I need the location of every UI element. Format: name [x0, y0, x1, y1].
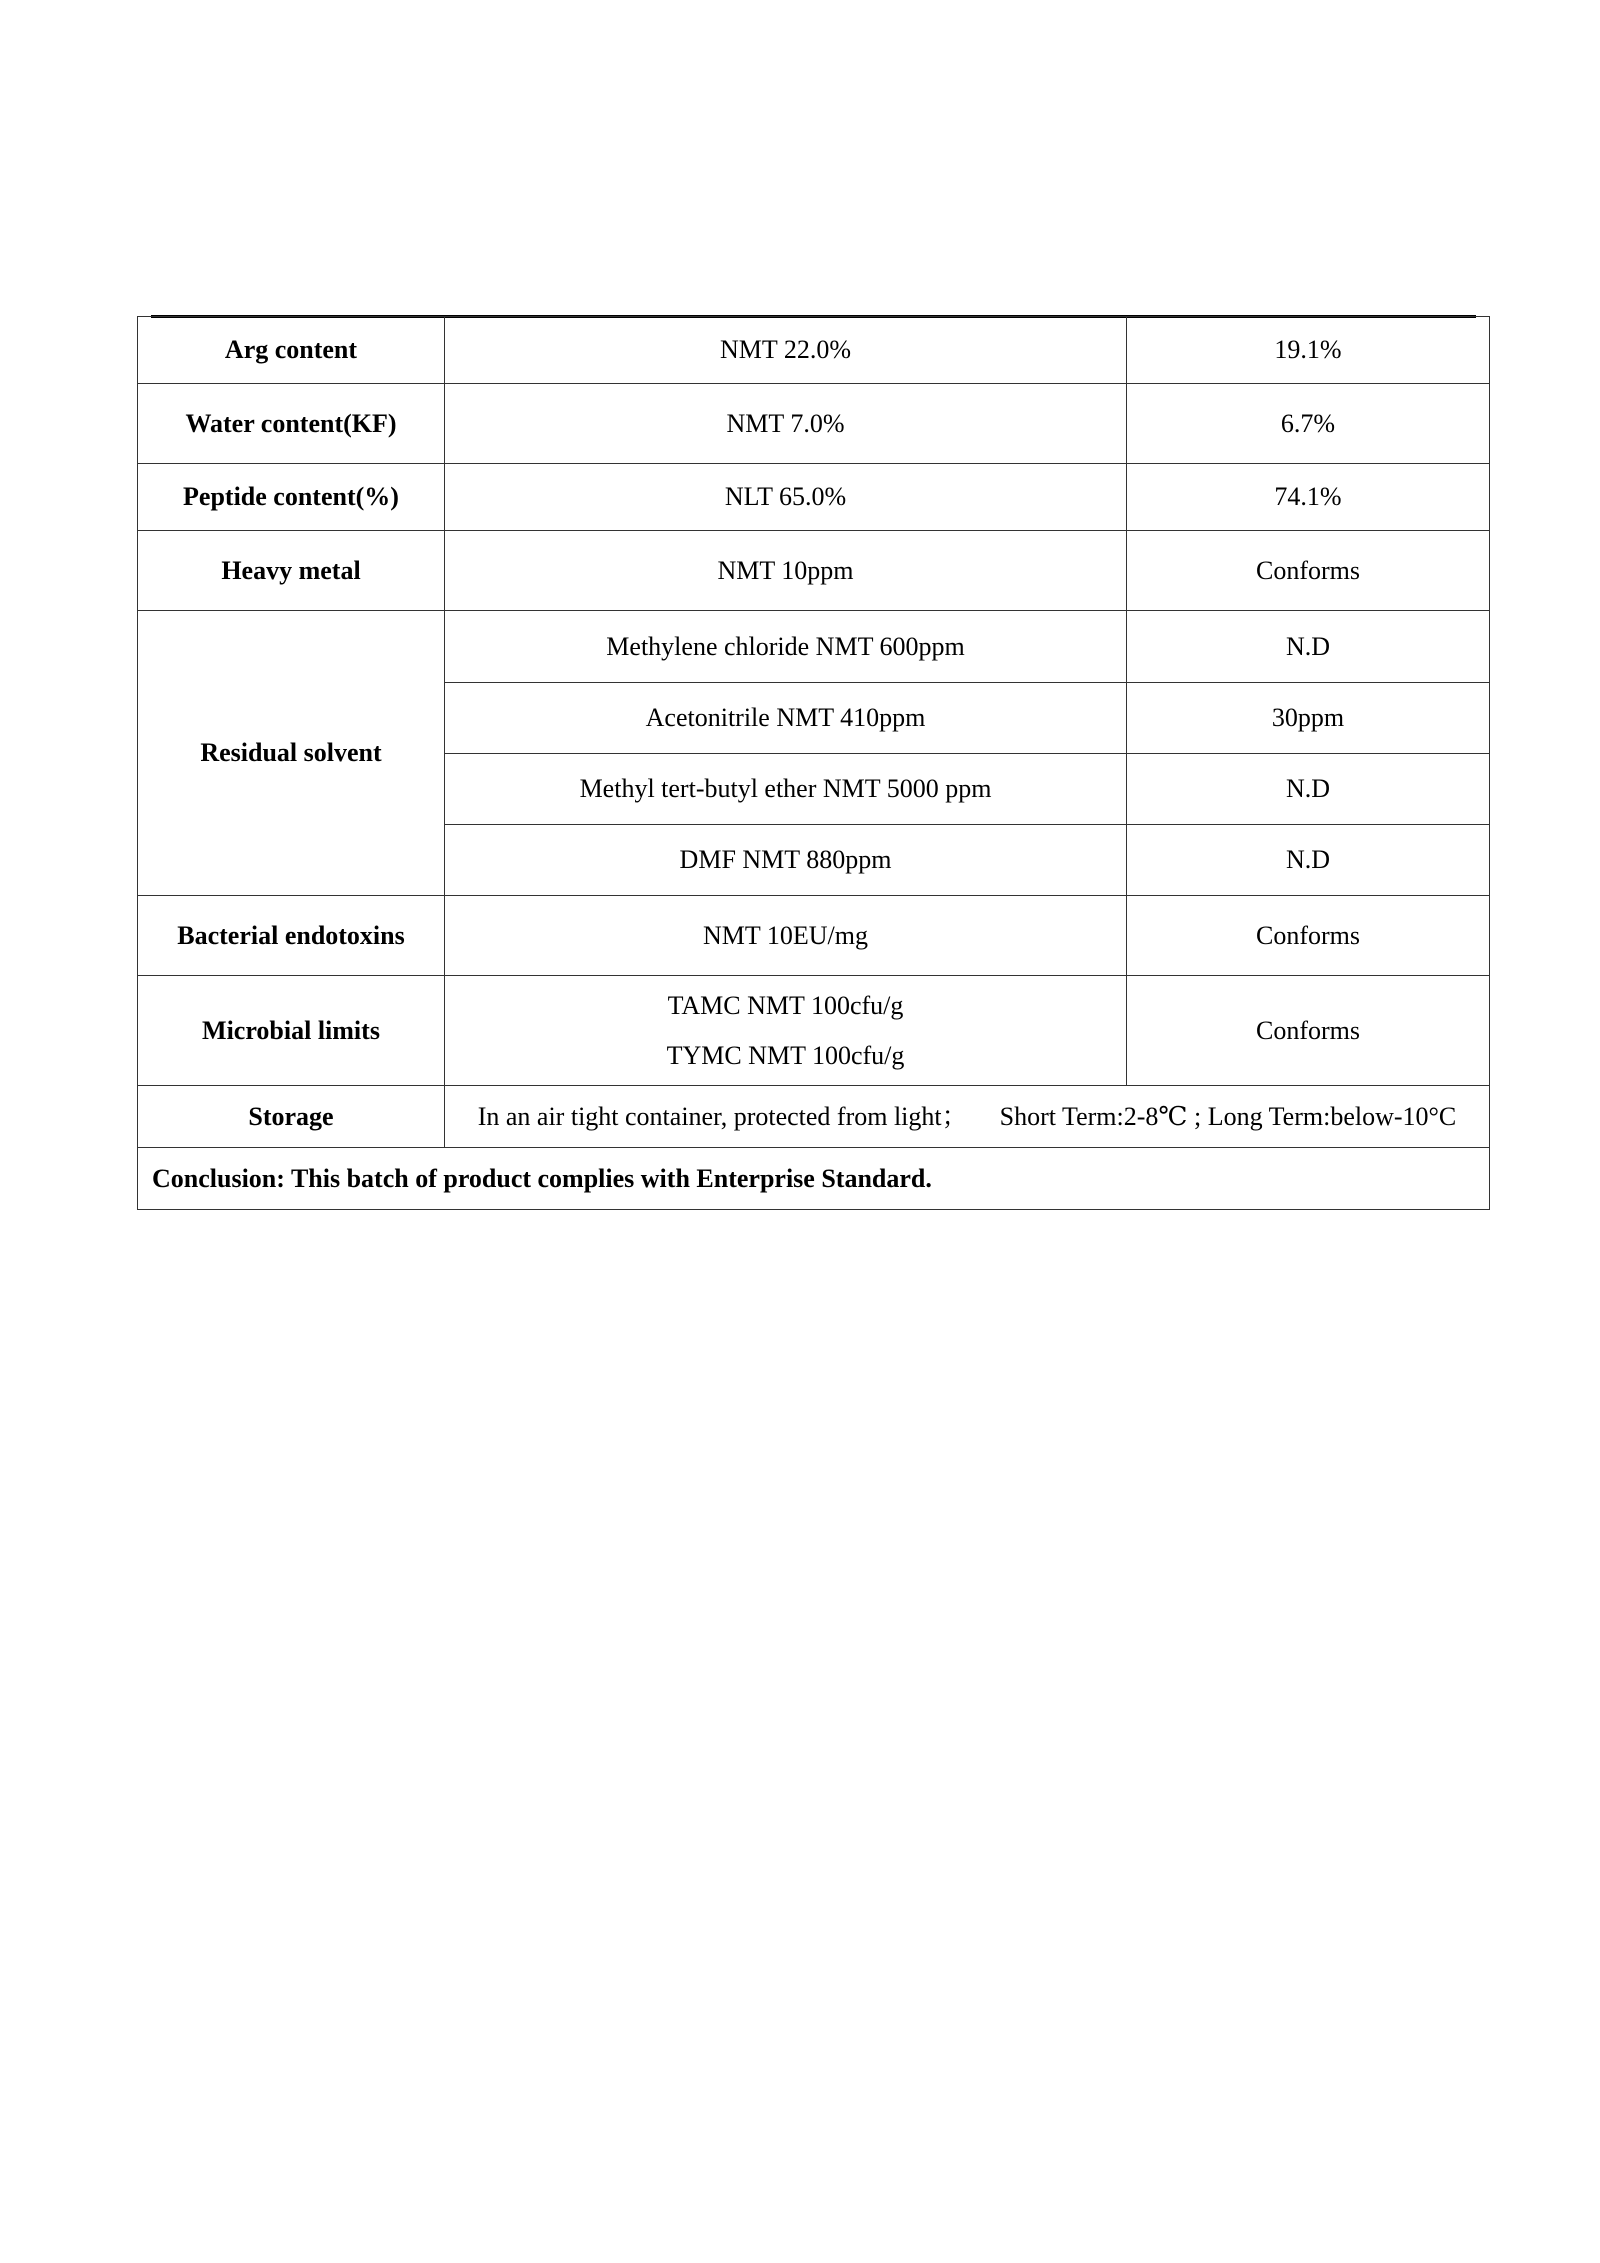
table-row — [138, 1148, 1490, 1210]
specification: DMF NMT 880ppm — [445, 825, 1127, 896]
result: Conforms — [1127, 531, 1490, 611]
item-name: Water content(KF) — [138, 384, 445, 464]
table-row — [138, 464, 1490, 531]
item-name: Bacterial endotoxins — [138, 896, 445, 976]
item-name: Heavy metal — [138, 531, 445, 611]
item-name: Arg content — [138, 317, 445, 384]
specification: NMT 22.0% — [445, 317, 1127, 384]
item-name: Peptide content(%) — [138, 464, 445, 531]
residual-solvent-label: Residual solvent — [138, 611, 445, 896]
storage-text-container: In an air tight container, protected from light； — [477, 1101, 968, 1131]
result: 19.1% — [1127, 317, 1490, 384]
specification: Methylene chloride NMT 600ppm — [445, 611, 1127, 683]
table-row — [138, 384, 1490, 464]
result: N.D — [1127, 611, 1490, 683]
item-name: Microbial limits — [138, 976, 445, 1086]
result: Conforms — [1127, 896, 1490, 976]
result: N.D — [1127, 754, 1490, 825]
spec-line: TYMC NMT 100cfu/g — [666, 1040, 905, 1070]
storage-conditions — [445, 1086, 1490, 1148]
spec-line: TAMC NMT 100cfu/g — [667, 990, 904, 1020]
result: 30ppm — [1127, 683, 1490, 754]
table-row — [138, 976, 1490, 1086]
table-row — [138, 317, 1490, 384]
specification: NMT 10EU/mg — [445, 896, 1127, 976]
specification: Acetonitrile NMT 410ppm — [445, 683, 1127, 754]
specification: Methyl tert-butyl ether NMT 5000 ppm — [445, 754, 1127, 825]
table-row — [138, 531, 1490, 611]
specification: NMT 10ppm — [445, 531, 1127, 611]
table-row — [138, 611, 1490, 683]
result: 74.1% — [1127, 464, 1490, 531]
result: Conforms — [1127, 976, 1490, 1086]
result: N.D — [1127, 825, 1490, 896]
item-name: Storage — [138, 1086, 445, 1148]
test-results-table — [137, 316, 1490, 1210]
result: 6.7% — [1127, 384, 1490, 464]
table-row — [138, 1086, 1490, 1148]
conclusion: Conclusion: This batch of product complies with Enterprise Standard. — [138, 1148, 1490, 1210]
specification: NLT 65.0% — [445, 464, 1127, 531]
table-row — [138, 896, 1490, 976]
storage-text-temperature: Short Term:2-8℃ ; Long Term:below-10°C — [999, 1101, 1457, 1131]
specification: NMT 7.0% — [445, 384, 1127, 464]
specification — [445, 976, 1127, 1086]
